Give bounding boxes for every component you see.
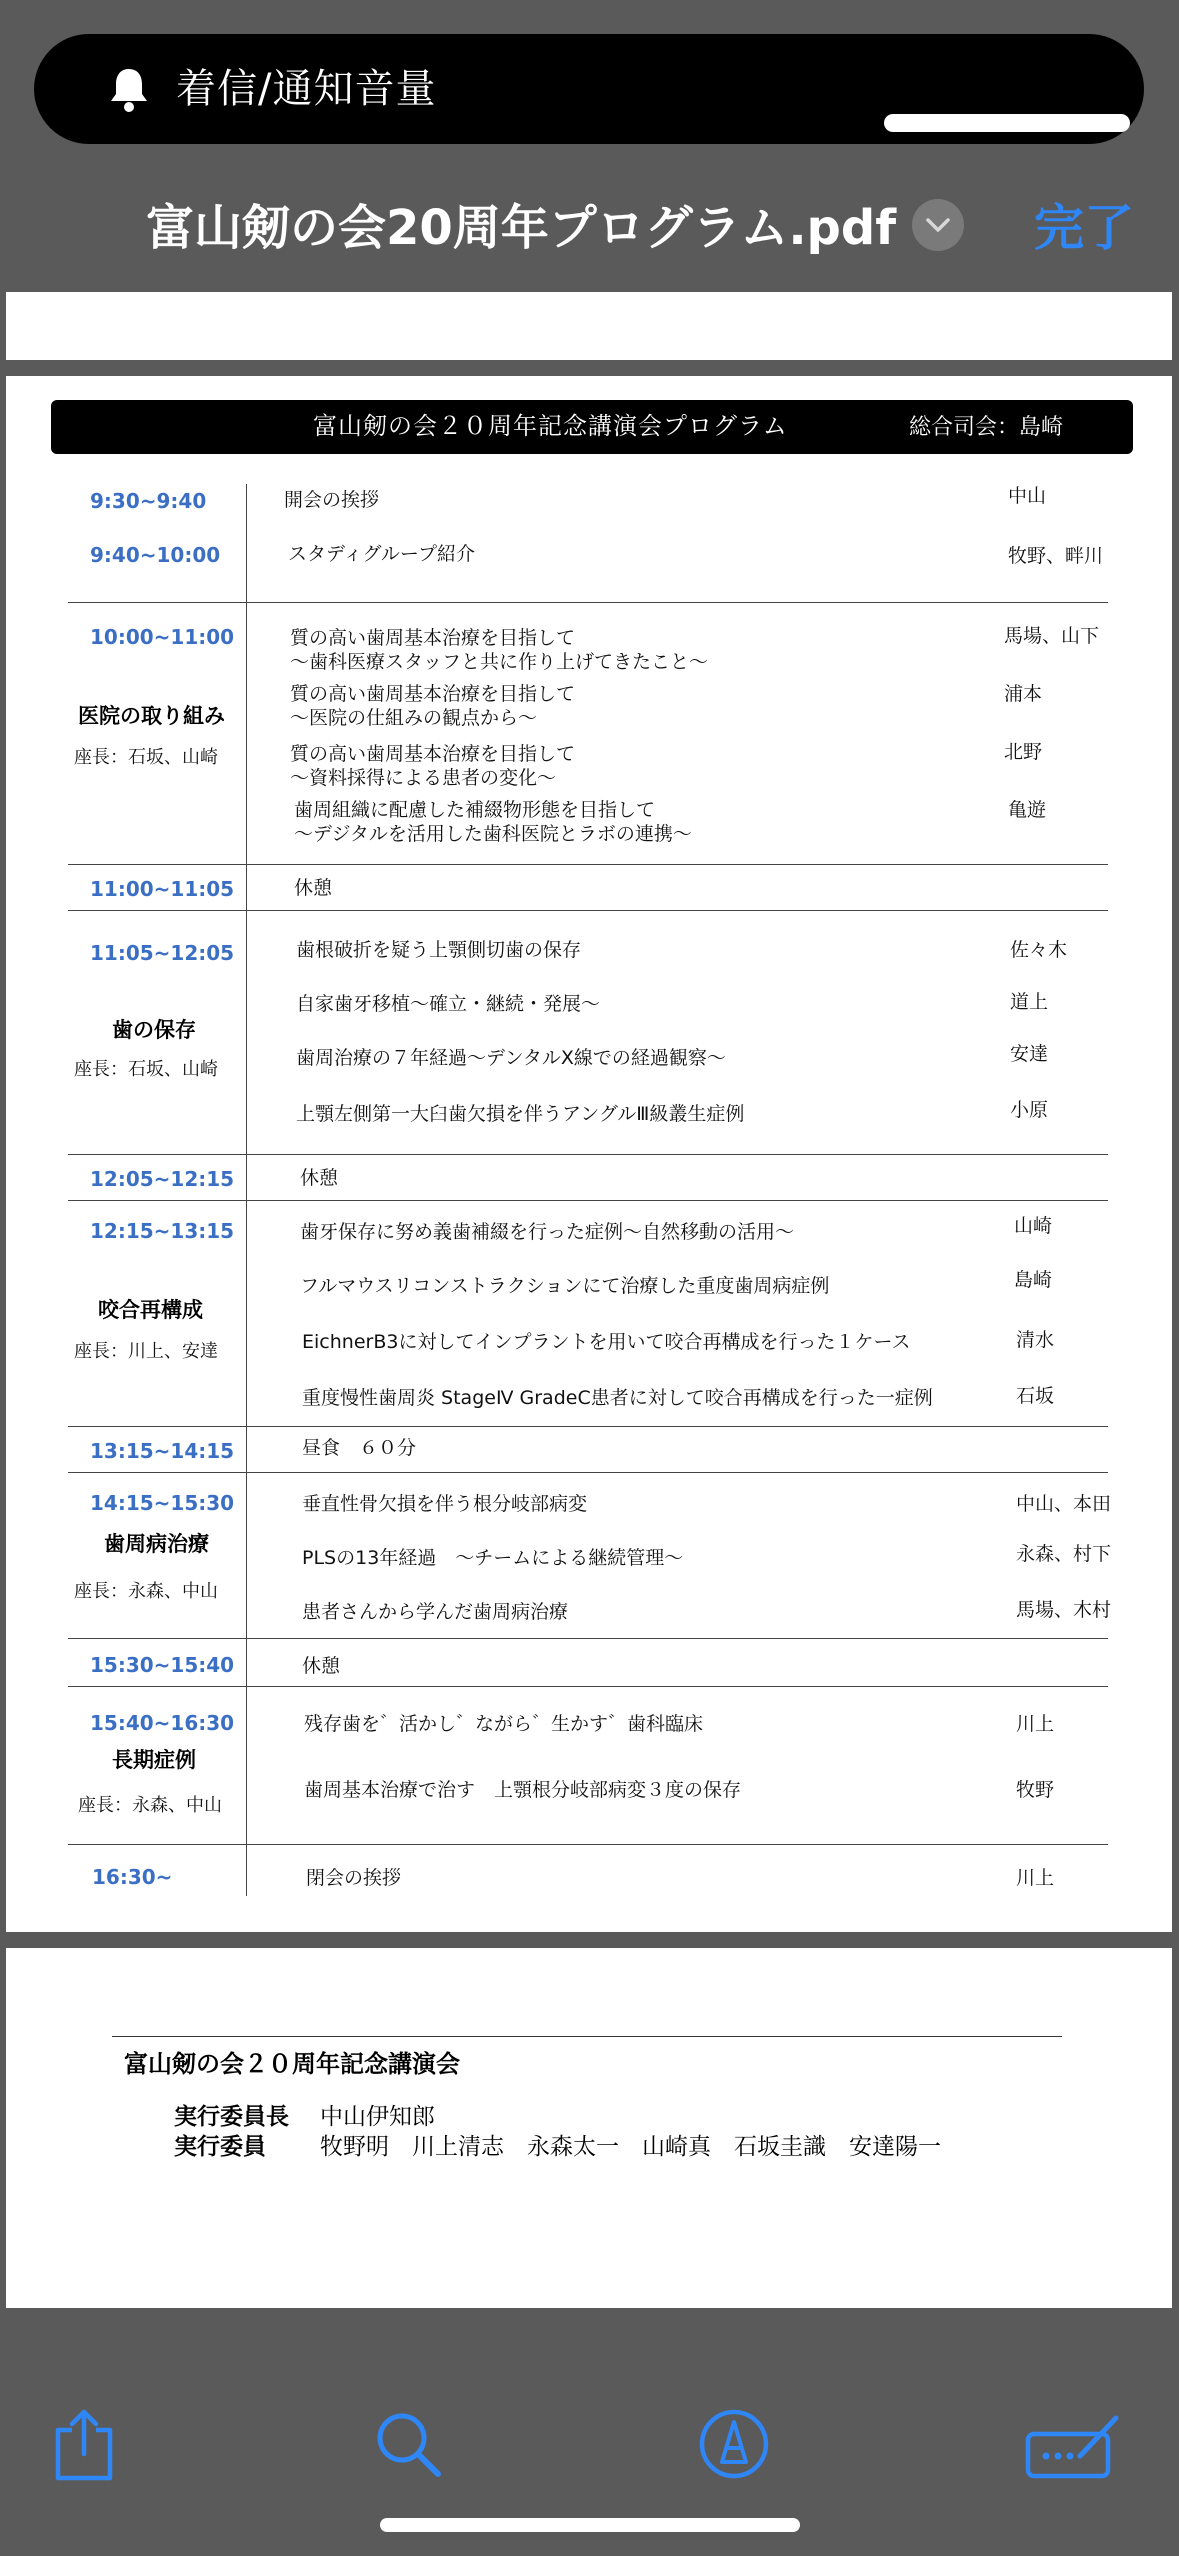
row-speaker: 佐々木 [1010, 939, 1068, 961]
row-speaker: 馬場、山下 [1004, 625, 1100, 647]
session-chair: 座長：川上、安達 [74, 1341, 218, 1362]
members-label: 実行委員 [174, 2134, 266, 2160]
row-divider [68, 1472, 1108, 1473]
pdf-page-committee [6, 1948, 1172, 2308]
session-chair: 座長：永森、中山 [78, 1795, 222, 1816]
pdf-page-program [6, 376, 1172, 1932]
done-button[interactable]: 完了 [1034, 199, 1134, 257]
row-title: 質の高い歯周基本治療を目指して [290, 683, 576, 705]
row-divider [68, 1426, 1108, 1427]
row-speaker: 山崎 [1014, 1215, 1053, 1237]
program-table [6, 376, 1172, 1932]
row-title: 患者さんから学んだ歯周病治療 [302, 1601, 569, 1623]
row-title: フルマウスリコンストラクションにて治療した重度歯周病症例 [300, 1275, 830, 1297]
section-rule [112, 2036, 1062, 2037]
session-chair: 座長：石坂、山崎 [74, 1059, 218, 1080]
members-names: 牧野明 川上清志 永森太一 山崎真 石坂圭識 安達陽一 [320, 2134, 941, 2160]
row-divider [68, 1200, 1108, 1201]
bell-icon [104, 64, 154, 114]
row-time: 12:15~13:15 [90, 1219, 235, 1243]
row-divider [68, 1844, 1108, 1845]
document-title[interactable]: 富山剱の会20周年プログラム.pdf [146, 200, 897, 256]
search-icon[interactable] [368, 2404, 448, 2484]
row-title: 歯根破折を疑う上顎側切歯の保存 [296, 939, 582, 961]
row-subtitle: ～デジタルを活用した歯科医院とラボの連携～ [294, 823, 692, 845]
row-speaker: 永森、村下 [1016, 1543, 1112, 1565]
chair-label: 実行委員長 [174, 2104, 289, 2130]
row-title: 休憩 [302, 1655, 341, 1677]
session-name: 長期症例 [112, 1748, 196, 1772]
row-divider [68, 602, 1108, 603]
row-title: 上顎左側第一大臼歯欠損を伴うアングルⅢ級叢生症例 [296, 1103, 745, 1125]
row-speaker: 馬場、木村 [1016, 1599, 1112, 1621]
committee-title: 富山剱の会２０周年記念講演会 [124, 2050, 460, 2078]
row-time: 15:40~16:30 [90, 1711, 235, 1735]
row-title: 自家歯牙移植～確立・継続・発展～ [296, 993, 601, 1015]
row-title: 質の高い歯周基本治療を目指して [290, 627, 576, 649]
row-time: 9:40~10:00 [90, 543, 221, 567]
markup-icon[interactable] [694, 2404, 774, 2484]
chevron-down-icon [924, 216, 952, 234]
row-speaker: 川上 [1016, 1713, 1055, 1735]
signature-icon[interactable] [1024, 2404, 1124, 2484]
row-time: 11:05~12:05 [90, 941, 235, 965]
row-title: 閉会の挨拶 [306, 1867, 402, 1889]
row-speaker: 安達 [1010, 1043, 1049, 1065]
row-title: 休憩 [300, 1167, 339, 1189]
row-speaker: 亀遊 [1008, 799, 1047, 821]
hud-title: 着信/通知音量 [176, 66, 437, 112]
row-title: 休憩 [294, 877, 333, 899]
row-speaker: 牧野 [1016, 1779, 1055, 1801]
row-time: 13:15~14:15 [90, 1439, 235, 1463]
row-title: 歯牙保存に努め義歯補綴を行った症例～自然移動の活用～ [300, 1221, 795, 1243]
share-icon[interactable] [44, 2404, 124, 2484]
row-subtitle: ～資料採得による患者の変化～ [290, 767, 557, 789]
pdf-page-previous [6, 292, 1172, 360]
row-divider [68, 910, 1108, 911]
row-title: 垂直性骨欠損を伴う根分岐部病変 [302, 1493, 588, 1515]
row-title: 開会の挨拶 [284, 489, 380, 511]
session-name: 咬合再構成 [98, 1298, 203, 1322]
row-divider [68, 1154, 1108, 1155]
row-speaker: 小原 [1010, 1099, 1049, 1121]
row-speaker: 牧野、畔川 [1008, 545, 1104, 567]
row-title: 歯周治療の７年経過～デンタルX線での経過観察～ [296, 1047, 726, 1069]
chair-name: 中山伊知郎 [320, 2104, 435, 2130]
row-time: 15:30~15:40 [90, 1653, 235, 1677]
row-time: 9:30~9:40 [90, 489, 207, 513]
row-speaker: 中山、本田 [1016, 1493, 1112, 1515]
session-chair: 座長：石坂、山崎 [74, 747, 218, 768]
row-subtitle: ～歯科医療スタッフと共に作り上げてきたこと～ [290, 651, 709, 673]
row-title: 歯周組織に配慮した補綴物形態を目指して [294, 799, 656, 821]
row-subtitle: ～医院の仕組みの観点から～ [290, 707, 538, 729]
home-indicator[interactable] [380, 2518, 800, 2532]
row-time: 10:00~11:00 [90, 625, 235, 649]
row-title: 重度慢性歯周炎 StageⅣ GradeC患者に対して咬合再構成を行った一症例 [302, 1387, 933, 1409]
row-speaker: 川上 [1016, 1867, 1055, 1889]
row-speaker: 北野 [1004, 741, 1043, 763]
volume-hud [34, 34, 1144, 144]
row-divider [68, 1638, 1108, 1639]
row-divider [68, 864, 1108, 865]
row-time: 14:15~15:30 [90, 1491, 235, 1515]
row-speaker: 石坂 [1016, 1385, 1055, 1407]
volume-slider[interactable] [884, 114, 1130, 132]
row-title: PLSの13年経過 ～チームによる継続管理～ [302, 1547, 684, 1569]
session-name: 歯周病治療 [104, 1532, 209, 1556]
session-name: 医院の取り組み [78, 704, 225, 728]
program-mc: 総合司会：島崎 [909, 415, 1064, 440]
row-speaker: 道上 [1010, 991, 1049, 1013]
row-title: 質の高い歯周基本治療を目指して [290, 743, 576, 765]
program-title: 富山剱の会２０周年記念講演会プログラム [313, 412, 788, 440]
row-time: 11:00~11:05 [90, 877, 235, 901]
row-speaker: 浦本 [1004, 683, 1043, 705]
row-speaker: 島崎 [1014, 1269, 1053, 1291]
title-menu-button[interactable] [912, 199, 964, 251]
session-chair: 座長：永森、中山 [74, 1581, 218, 1602]
row-title: EichnerB3に対してインプラントを用いて咬合再構成を行った１ケース [302, 1331, 911, 1353]
row-time: 12:05~12:15 [90, 1167, 235, 1191]
column-divider [246, 484, 247, 1896]
session-name: 歯の保存 [112, 1018, 196, 1042]
row-time: 16:30~ [92, 1865, 173, 1889]
row-title: 残存歯を゛活かし゛ながら゛生かす゛歯科臨床 [304, 1713, 704, 1735]
row-divider [68, 1686, 1108, 1687]
row-title: 歯周基本治療で治す 上顎根分岐部病変３度の保存 [304, 1779, 742, 1801]
row-title: 昼食 ６０分 [302, 1437, 417, 1459]
row-title: スタディグループ紹介 [288, 543, 475, 565]
row-speaker: 中山 [1008, 485, 1047, 507]
row-speaker: 清水 [1016, 1329, 1055, 1351]
